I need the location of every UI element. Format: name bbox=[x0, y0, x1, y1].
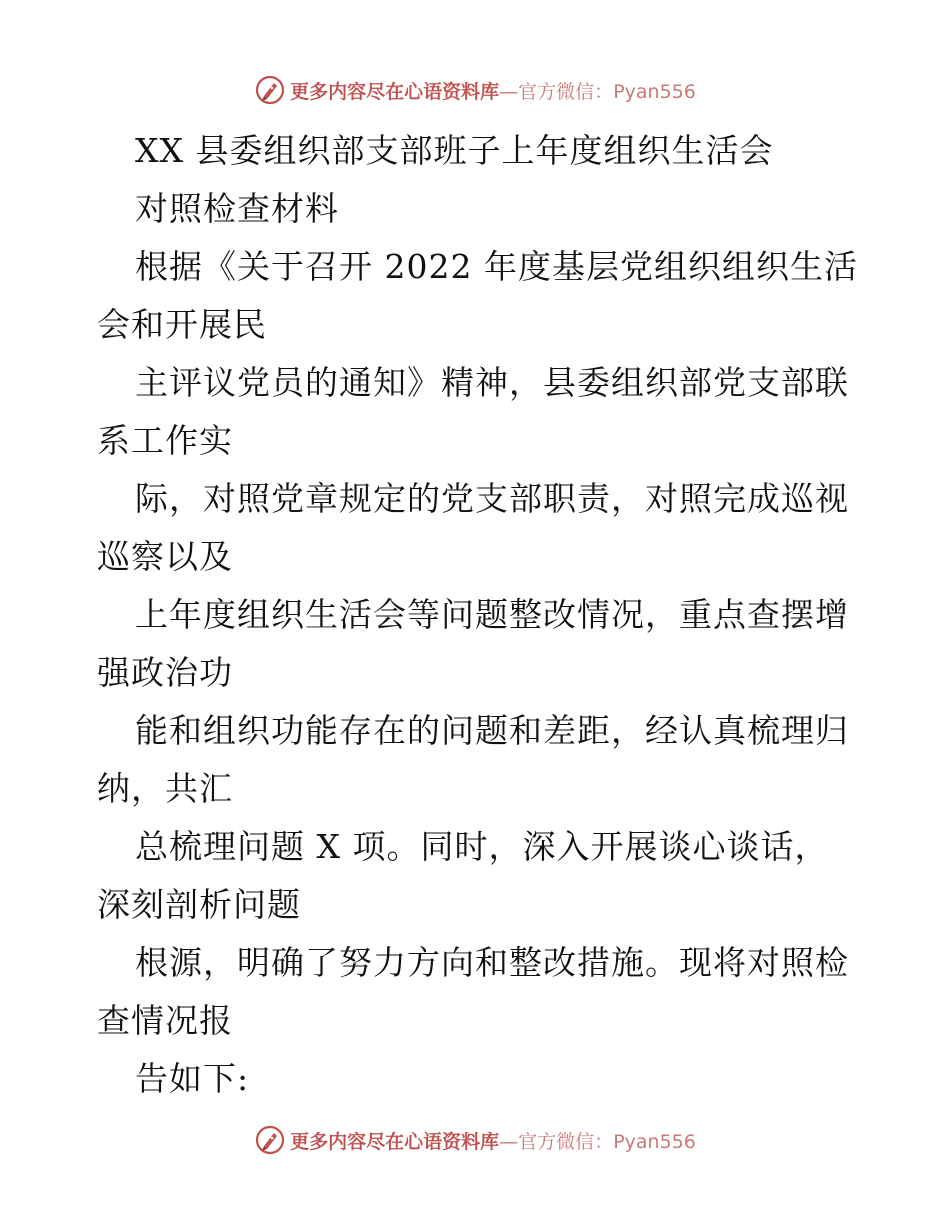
document-text-line: 能和组织功能存在的问题和差距，经认真梳理归 bbox=[135, 711, 849, 750]
banner-text bbox=[290, 1127, 696, 1154]
document-text-line: 纳，共汇 bbox=[97, 769, 233, 808]
banner-text bbox=[290, 77, 696, 104]
document-text-line: 强政治功 bbox=[97, 653, 233, 692]
banner-wechat-label: 官方微信： bbox=[518, 80, 614, 103]
document-text-line: 总梳理问题 X 项。同时，深入开展谈心谈话， bbox=[135, 827, 829, 866]
footer-watermark-banner bbox=[0, 1120, 950, 1160]
document-body bbox=[97, 122, 857, 1108]
banner-wechat-label: 官方微信： bbox=[518, 1130, 614, 1153]
document-text-line: 深刻剖析问题 bbox=[97, 885, 301, 924]
banner-main-text: 更多内容尽在心语资料库 bbox=[290, 80, 500, 103]
banner-dash: — bbox=[499, 1130, 519, 1153]
document-text-line: 告如下: bbox=[135, 1059, 250, 1098]
pen-nib-logo-icon bbox=[254, 1124, 286, 1156]
document-text-line: 根源，明确了努力方向和整改措施。现将对照检 bbox=[135, 943, 849, 982]
document-text-line: 对照检查材料 bbox=[135, 189, 339, 228]
document-text-line: 根据《关于召开 2022 年度基层党组织组织生活 bbox=[135, 247, 858, 286]
banner-dash: — bbox=[499, 80, 519, 103]
document-text-line: 查情况报 bbox=[97, 1001, 233, 1040]
header-watermark-banner bbox=[0, 70, 950, 110]
pen-nib-logo-icon bbox=[254, 74, 286, 106]
document-text-line: 系工作实 bbox=[97, 421, 233, 460]
document-text-line: 主评议党员的通知》精神，县委组织部党支部联 bbox=[135, 363, 849, 402]
document-text-line: 上年度组织生活会等问题整改情况，重点查摆增 bbox=[135, 595, 849, 634]
document-text-line: 巡察以及 bbox=[97, 537, 233, 576]
banner-wechat-id: Pyan556 bbox=[613, 1130, 696, 1153]
document-text-line: 际，对照党章规定的党支部职责，对照完成巡视 bbox=[135, 479, 849, 518]
banner-wechat-id: Pyan556 bbox=[613, 80, 696, 103]
banner-main-text: 更多内容尽在心语资料库 bbox=[290, 1130, 500, 1153]
document-text-line: 会和开展民 bbox=[97, 305, 267, 344]
document-title-line: XX 县委组织部支部班子上年度组织生活会 bbox=[135, 131, 774, 170]
